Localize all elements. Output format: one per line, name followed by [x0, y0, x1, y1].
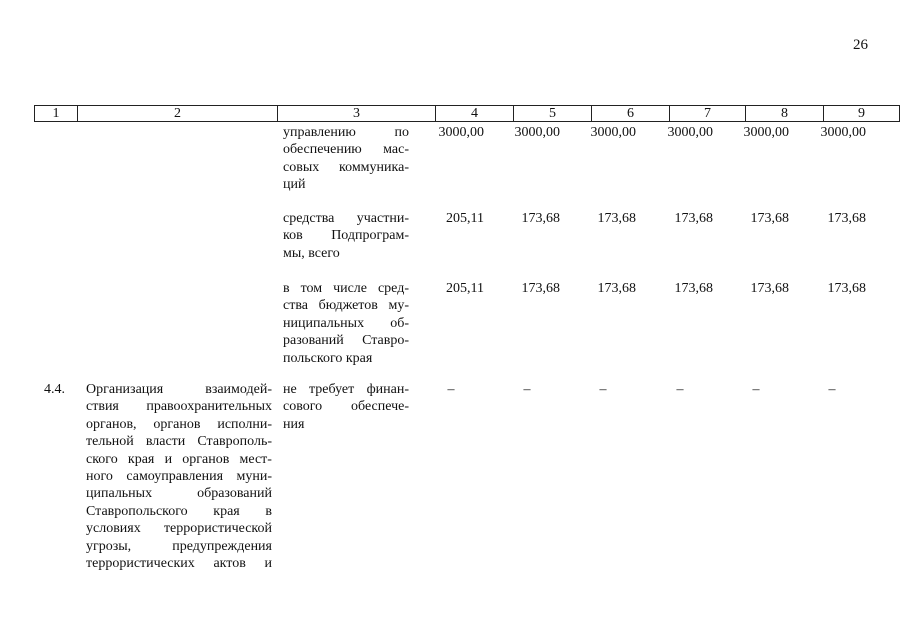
text-line — [86, 520, 272, 537]
word: управлению — [283, 125, 356, 140]
text-line — [283, 227, 409, 244]
word: края — [127, 451, 155, 467]
word: и — [164, 451, 173, 467]
word: му- — [388, 298, 409, 314]
text-line: польского края — [283, 350, 373, 366]
text-line — [86, 485, 272, 502]
word: финан- — [366, 382, 409, 397]
word: Подпрограм- — [331, 228, 409, 244]
word: по — [394, 125, 409, 140]
text-line — [86, 555, 272, 572]
word: разований — [283, 333, 344, 349]
text-line — [283, 280, 409, 297]
header-col-8: 8 — [746, 106, 824, 122]
word: органов — [182, 451, 230, 467]
header-col-4: 4 — [436, 106, 514, 122]
row-4-value-col8: – — [752, 382, 760, 397]
row-3-value-col4: 205,11 — [446, 281, 484, 296]
row-1-value-col6: 3000,00 — [590, 125, 636, 140]
row-4-activity-text — [86, 381, 272, 572]
text-line: мы, всего — [283, 245, 340, 261]
row-4-value-col6: – — [599, 382, 607, 397]
row-3-value-col7: 173,68 — [674, 281, 713, 296]
word: обеспечению — [283, 142, 362, 158]
text-line — [86, 451, 272, 468]
word: совых — [283, 159, 320, 175]
text-line — [283, 398, 409, 415]
text-line — [283, 159, 409, 176]
row-4-value-col7: – — [676, 382, 684, 397]
word: сового — [283, 399, 323, 415]
text-line — [86, 503, 272, 520]
row-2-source-text — [283, 210, 409, 262]
word: террористической — [163, 521, 272, 537]
table-header-row — [34, 105, 900, 122]
word: тельной — [86, 434, 134, 450]
row-3-value-col9: 173,68 — [827, 281, 866, 296]
word: самоуправления — [126, 469, 224, 485]
row-3-source-text — [283, 280, 409, 367]
text-line — [86, 416, 272, 433]
word: Ставро- — [362, 333, 409, 349]
row-2-value-col4: 205,11 — [446, 211, 484, 226]
text-line: ния — [283, 416, 305, 432]
word: коммуника- — [339, 159, 409, 175]
word: бюджетов — [318, 298, 378, 314]
row-1-value-col7: 3000,00 — [667, 125, 713, 140]
word: сред- — [377, 281, 409, 296]
row-1-value-col9: 3000,00 — [820, 125, 866, 140]
word: не — [283, 382, 297, 397]
word: требует — [309, 382, 355, 397]
word: числе — [333, 281, 368, 296]
text-line — [283, 315, 409, 332]
word: террористических — [86, 556, 195, 572]
word: том — [300, 281, 323, 296]
word: в — [283, 281, 290, 296]
row-1-value-col8: 3000,00 — [743, 125, 789, 140]
word: ского — [86, 451, 118, 467]
word: Организация — [86, 382, 164, 397]
text-line — [283, 332, 409, 349]
header-col-1: 1 — [35, 106, 78, 122]
row-2-value-col5: 173,68 — [521, 211, 560, 226]
word: мест- — [239, 451, 272, 467]
row-2-value-col8: 173,68 — [750, 211, 789, 226]
text-line — [283, 297, 409, 314]
word: власти — [145, 434, 186, 450]
row-2-value-col9: 173,68 — [827, 211, 866, 226]
header-col-5: 5 — [514, 106, 592, 122]
row-3-value-col8: 173,68 — [750, 281, 789, 296]
row-2-value-col7: 173,68 — [674, 211, 713, 226]
header-col-7: 7 — [670, 106, 746, 122]
word: предупреждения — [172, 538, 272, 554]
row-1-value-col5: 3000,00 — [514, 125, 560, 140]
text-line — [86, 433, 272, 450]
word: участни- — [356, 211, 409, 226]
text-line: ций — [283, 177, 306, 193]
word: ниципальных — [283, 315, 365, 331]
word: ствия — [86, 399, 119, 415]
word: взаимодей- — [205, 382, 272, 397]
text-line — [86, 468, 272, 485]
word: в — [265, 503, 272, 519]
text-line — [86, 538, 272, 555]
word: образований — [197, 486, 272, 502]
text-line — [283, 141, 409, 158]
word: органов — [153, 416, 201, 432]
text-line — [283, 381, 409, 398]
word: и — [264, 556, 272, 572]
row-4-value-col4: – — [447, 382, 455, 397]
text-line — [283, 210, 409, 227]
word: края — [213, 503, 240, 519]
row-1-source-text — [283, 124, 409, 194]
word: обеспече- — [351, 399, 409, 415]
text-line — [86, 381, 272, 398]
word: ного — [86, 469, 113, 485]
row-4-source-text — [283, 381, 409, 433]
row-4-value-col9: – — [828, 382, 836, 397]
word: средства — [283, 211, 335, 226]
page-number: 26 — [853, 37, 868, 53]
word: ципальных — [86, 486, 153, 502]
word: угрозы, — [86, 538, 132, 554]
word: актов — [213, 556, 246, 572]
word: исполни- — [217, 416, 272, 432]
header-col-2: 2 — [78, 106, 278, 122]
header-col-6: 6 — [592, 106, 670, 122]
word: органов, — [86, 416, 137, 432]
word: ства — [283, 298, 308, 314]
row-2-value-col6: 173,68 — [597, 211, 636, 226]
word: об- — [390, 315, 409, 331]
word: Ставрополь- — [197, 434, 272, 450]
row-3-value-col5: 173,68 — [521, 281, 560, 296]
header-col-3: 3 — [278, 106, 436, 122]
text-line — [283, 124, 409, 141]
row-4-value-col5: – — [523, 382, 531, 397]
row-4-number: 4.4. — [44, 382, 65, 397]
word: условиях — [86, 521, 141, 537]
header-col-9: 9 — [824, 106, 900, 122]
word: правоохранительных — [146, 399, 272, 415]
word: муни- — [236, 469, 272, 485]
word: Ставропольского — [86, 503, 188, 519]
text-line — [86, 398, 272, 415]
word: мас- — [383, 142, 409, 158]
row-3-value-col6: 173,68 — [597, 281, 636, 296]
row-1-value-col4: 3000,00 — [438, 125, 484, 140]
word: ков — [283, 228, 303, 244]
